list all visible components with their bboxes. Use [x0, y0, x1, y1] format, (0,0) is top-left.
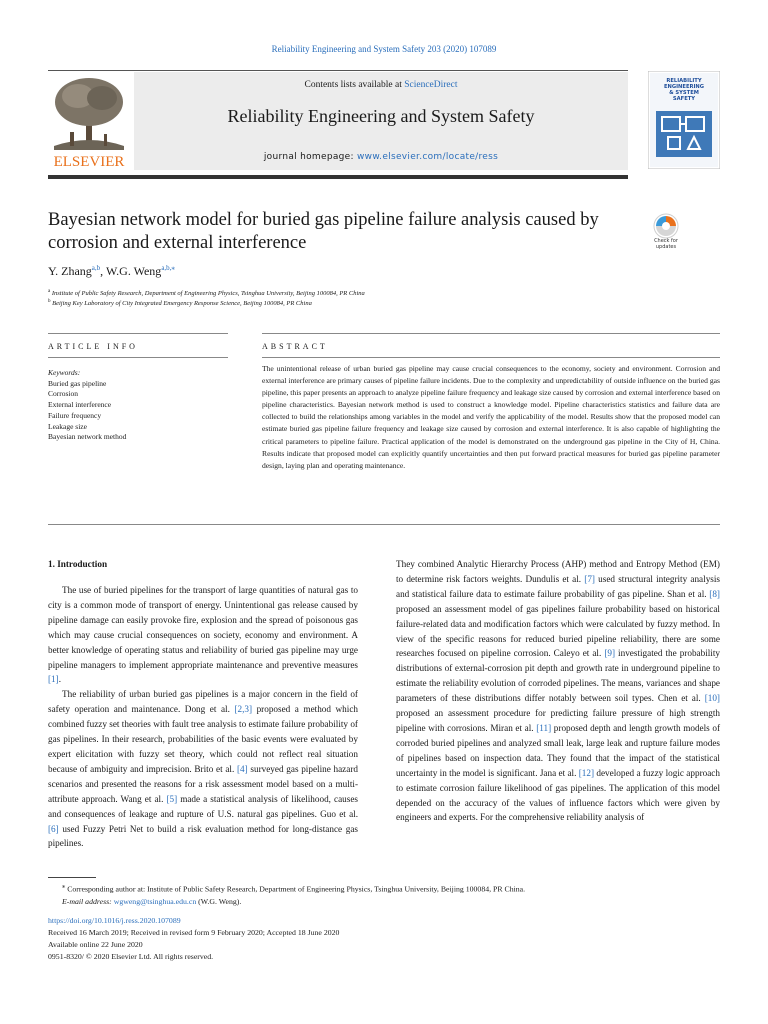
keyword-item: Bayesian network method	[48, 432, 127, 442]
affiliation-mark: a	[48, 289, 51, 294]
corresponding-author-text: Corresponding author at: Institute of Public Safety Research, Department of Engineering Physics, Tsinghua University, Beijing 100084, PR China.	[67, 884, 526, 894]
paragraph-text: used structural integrity analysis and statistical failure data to estimate failure probability of gas pipeline. Shan et al.	[396, 573, 720, 599]
journal-title: Reliability Engineering and System Safety	[227, 106, 535, 126]
publisher-name: ELSEVIER	[53, 154, 125, 170]
author-affiliation-marks[interactable]: a,b	[91, 264, 101, 272]
homepage-label: journal homepage:	[263, 152, 357, 162]
citation-link[interactable]: [7]	[584, 573, 595, 584]
keyword-item: Buried gas pipeline	[48, 378, 107, 388]
affiliation-mark: b	[48, 299, 51, 304]
citation-link[interactable]: [4]	[236, 763, 248, 774]
paragraph-text: proposed an assessment model of gas pipelines failure probability based on historical failure-related data and modification factors which were calculated by fuzzy method. In view of the specific reasons for reduced buried pipeline reliability, there are some researches focused on pipeline corrosion. Caleyo et al.	[396, 603, 720, 659]
paragraph-text: made a statistical analysis of likelihood, causes and consequences of leakage and rupture of U.S. natural gas pipelines. Guo et al.	[48, 793, 358, 819]
elsevier-logo	[48, 72, 130, 170]
affiliation-text: Institute of Public Safety Research, Department of Engineering Physics, Tsinghua University, Beijing 100084, PR China	[51, 290, 365, 298]
check-for-updates-button[interactable]	[648, 212, 684, 256]
keyword-item: Leakage size	[48, 421, 87, 431]
corresponding-author-note	[48, 881, 720, 896]
copyright-line: 0951-8320/ © 2020 Elsevier Ltd. All rights reserved.	[48, 952, 214, 961]
journal-cover[interactable]	[648, 71, 720, 169]
cover-title-line-1: RELIABILITY	[666, 78, 702, 84]
section-heading: 1. Introduction	[48, 559, 108, 569]
journal-reference-link[interactable]: Reliability Engineering and System Safety 203 (2020) 107089	[271, 44, 497, 54]
cover-title-line-3: & SYSTEM	[669, 90, 699, 96]
author-name: Y. Zhang	[48, 264, 92, 278]
paragraph	[48, 687, 358, 851]
paragraph-text: surveyed gas pipeline hazard scenarios and presented the reasons for a risk assessment model based on a multi-attribute approach. Wang et al.	[48, 763, 358, 804]
publication-info	[48, 915, 720, 963]
citation-link[interactable]: [11]	[536, 722, 552, 733]
abstract-bottom-rule	[48, 524, 720, 525]
received-dates: Received 16 March 2019; Received in revised form 9 February 2020; Accepted 18 June 2020	[48, 928, 340, 937]
keyword-item: Failure frequency	[48, 410, 102, 420]
author-affiliation-marks[interactable]: a,b,	[161, 264, 172, 272]
cover-title-line-4: SAFETY	[672, 96, 696, 102]
citation-link[interactable]: [6]	[48, 823, 59, 834]
email-suffix: (W.G. Weng).	[196, 896, 242, 906]
citation-link[interactable]: [2,3]	[234, 704, 253, 715]
email-link[interactable]: wgweng@tsinghua.edu.cn	[113, 896, 197, 906]
paragraph	[48, 583, 358, 687]
abstract-heading: ABSTRACT	[262, 342, 328, 351]
available-online: Available online 22 June 2020	[48, 940, 143, 949]
abstract-rule	[262, 333, 720, 334]
keyword-item: Corrosion	[48, 389, 78, 399]
citation-link[interactable]: [8]	[709, 588, 720, 599]
article-title: Bayesian network model for buried gas pipeline failure analysis caused by corrosion and external interference	[48, 210, 599, 253]
paragraph-text: investigated the probability distributions of external-corrosion pit depth and growth rate in underground pipeline to estimate the reliability evolution of corroded pipelines. The means, variances and shape parameters of these distributions differ notably between soil types. Chen et al.	[396, 648, 721, 704]
footnote-rule	[48, 877, 96, 878]
paragraph-text: The use of buried pipelines for the transport of large quantities of natural gas to city is a common mode of transport of energy. Unintentional gas release caused by pipeline damage can easily provoke fire, explosion and the spread of poisonous gas which may cause crucial consequences on society, economy and environment. A better knowledge of operating status and reliability of buried gas pipeline may urge pipeline managers to implement appropriate maintenance and preventive measures	[48, 585, 358, 670]
abstract-text: The unintentional release of urban buried gas pipeline may cause crucial consequences to the economy, society and environment. Corrosion and external interference are primary causes of pipeline failure incidents. Due to the complexity and unpredictability of outside influence on the buried gas pipeline, this paper presents an approach to analyze pipeline failure frequency and leakage size caused by corrosion and external interference based on pipeline characteristics. Bayesian network method is used to construct a knowledge model. Pipeline characteristics statistics and failure data are collected to build the relationships among variables in the model and verify the applicability of the model. Results show that the proposed model can estimate buried gas pipeline failure frequency and leakage size caused by corrosion and external interference. It is also capable of highlighting the critical parameters to pipeline failure. Practical application of the model is demonstrated on the underground gas pipeline in the City of H, China. Results indicate that proposed model can explicitly quantify uncertainties and then put forward practical measures for buried gas pipeline parameter design, laying plan and operating maintenance.	[262, 364, 720, 470]
paragraph-text: proposed an assessment procedure for predicting failure pressure of high strength pipeline with corrosions. Miran et al.	[396, 708, 720, 733]
sciencedirect-link[interactable]: ScienceDirect	[404, 80, 458, 90]
citation-link[interactable]: [12]	[578, 767, 595, 778]
keywords-block	[48, 368, 228, 443]
paragraph-text: The reliability of urban buried gas pipelines is a major concern in the field of safety operation and maintenance. Dong et al.	[48, 689, 358, 715]
author-name: W.G. Weng	[105, 264, 162, 278]
paragraph	[396, 557, 720, 825]
article-info-rule-lower	[48, 357, 228, 358]
crossmark-label: Check for updates	[654, 238, 678, 250]
contents-line	[134, 80, 628, 90]
corresponding-author-mark[interactable]: ⁎	[171, 264, 175, 272]
affiliation-a	[48, 289, 365, 297]
abstract-rule-lower	[262, 357, 720, 358]
body-column-left	[48, 583, 358, 851]
paragraph-text: used Fuzzy Petri Net to build a risk evaluation method for long-distance gas pipelines.	[48, 823, 358, 849]
paragraph-text: proposed depth and length growth models of corroded buried pipelines and analyzed small leak, large leak and rupture failure modes of pipelines based on inspection data. They found that the impact of the statistical uncertainty in the model is significant. Jana et al.	[396, 722, 721, 778]
email-line	[48, 896, 720, 908]
citation-link[interactable]: [10]	[704, 693, 720, 704]
paragraph-text: developed a fuzzy logic approach to estimate corrosion failure likelihood of gas pipelines. The application of this model depended on the accuracy of the values of influence factors which were given by engineers and experts. For the comprehensive reliability analysis of	[396, 767, 720, 823]
citation-link[interactable]: [5]	[166, 793, 178, 804]
paragraph-text: proposed a method which combined fuzzy set theories with fault tree analysis to estimate failure probability of gas pipelines. In their research, probabilities of the basic events were evaluated by expert elicitation with fuzzy set theory, which could not reflect real situation because of ambiguity and imprecision. Brito et al.	[48, 704, 358, 774]
citation-link[interactable]: [1]	[48, 674, 59, 685]
article-info-heading: ARTICLE INFO	[48, 342, 138, 351]
journal-cover-image	[648, 71, 720, 169]
citation-link[interactable]: [9]	[604, 648, 616, 659]
body-column-right	[396, 557, 720, 825]
email-label: E-mail address:	[62, 896, 114, 906]
footnote	[48, 881, 720, 908]
elsevier-tree-icon	[48, 72, 130, 170]
affiliation-b	[48, 299, 312, 307]
affiliation-text: Beijing Key Laboratory of City Integrated Emergency Response Science, Beijing 100084, PR China	[52, 300, 312, 308]
paragraph-text: .	[58, 674, 62, 685]
journal-homepage	[134, 152, 628, 162]
paragraph-text: They combined Analytic Hierarchy Process (AHP) method and Entropy Method (EM) to determine risk factors weights. Dundulis et al.	[396, 559, 720, 584]
contents-prefix: Contents lists available at	[304, 80, 405, 90]
doi-link[interactable]: https://doi.org/10.1016/j.ress.2020.107089	[48, 916, 181, 925]
keyword-item: External interference	[48, 400, 112, 410]
keywords-label: Keywords:	[48, 368, 81, 377]
article-info-rule	[48, 333, 228, 334]
cover-title-line-2: ENGINEERING	[663, 84, 705, 90]
author-list: Y. Zhang$^{a,b}$, W.G. Weng$^{a,b,⁎}$	[48, 264, 175, 278]
corresponding-author-mark: ⁎	[62, 883, 66, 890]
homepage-link[interactable]: www.elsevier.com/locate/ress	[357, 152, 499, 162]
